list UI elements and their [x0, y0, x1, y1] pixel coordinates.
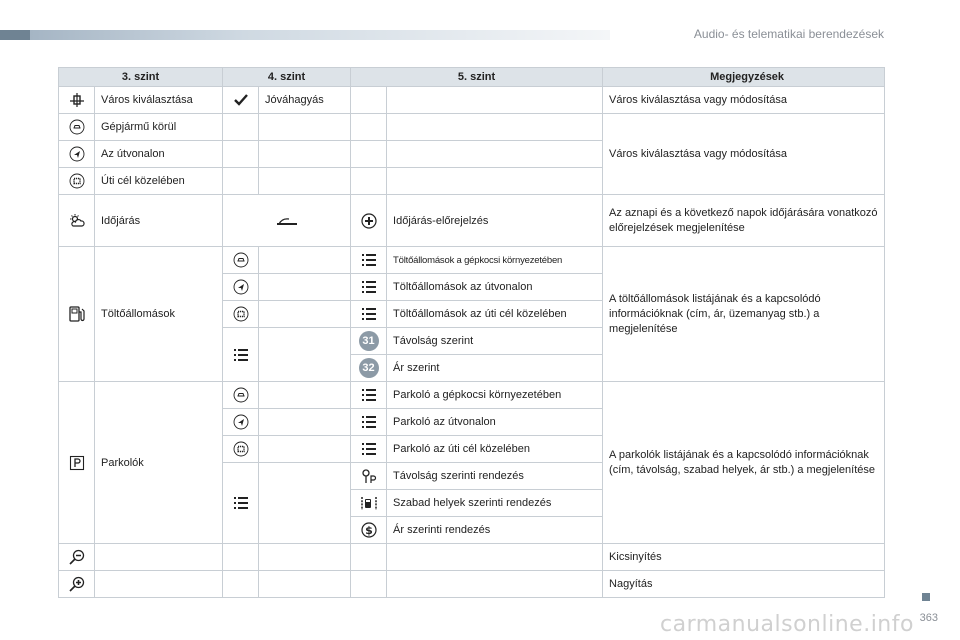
weather-forecast-label: Időjárás-előrejelzés: [387, 195, 603, 247]
parking-on-route-label: Parkoló az útvonalon: [387, 409, 603, 436]
free-spaces-icon[interactable]: [351, 490, 387, 517]
fuel-station-label: Töltőállomások: [95, 247, 223, 382]
near-destination-icon[interactable]: [223, 436, 259, 463]
table-row: [59, 544, 885, 571]
menu-table: [58, 67, 885, 598]
zoom-in-note: Nagyítás: [603, 571, 885, 598]
list-icon[interactable]: [351, 382, 387, 409]
header-decor-block: [0, 30, 30, 40]
note-cell: Város kiválasztása vagy módosítása: [603, 114, 885, 195]
table-row: [59, 382, 885, 409]
number-badge: 32: [359, 358, 379, 378]
col-header-level5: 5. szint: [351, 68, 603, 87]
note-cell: Város kiválasztása vagy módosítása: [603, 87, 885, 114]
svg-text:$: $: [364, 524, 373, 537]
city-select-icon[interactable]: [59, 87, 95, 114]
list-icon[interactable]: [351, 274, 387, 301]
list-icon[interactable]: [351, 247, 387, 274]
on-route-icon[interactable]: [223, 274, 259, 301]
list-icon[interactable]: [351, 301, 387, 328]
table-row: [59, 87, 885, 114]
fuel-near-destination-label: Töltőállomások az úti cél közelében: [387, 301, 603, 328]
on-route-icon[interactable]: [59, 141, 95, 168]
list-icon[interactable]: [351, 436, 387, 463]
sort-by-free-spaces-label: Szabad helyek szerinti rendezés: [387, 490, 603, 517]
sort-by-distance-label: Távolság szerinti rendezés: [387, 463, 603, 490]
sort-by-distance-label: Távolság szerint: [387, 328, 603, 355]
parking-icon[interactable]: [59, 382, 95, 544]
around-vehicle-icon[interactable]: [223, 382, 259, 409]
zoom-out-icon[interactable]: [59, 544, 95, 571]
fuel-around-vehicle-label: Töltőállomások a gépkocsi környezetében: [387, 247, 603, 274]
list-icon[interactable]: [351, 409, 387, 436]
number-badge: 31: [359, 331, 379, 351]
table-row: [59, 114, 885, 141]
parking-around-vehicle-label: Parkoló a gépkocsi környezetében: [387, 382, 603, 409]
weather-icon[interactable]: [59, 195, 95, 247]
price-icon[interactable]: [351, 517, 387, 544]
near-destination-label: Úti cél közelében: [95, 168, 223, 195]
page-number: 363: [919, 612, 938, 624]
table-row: [59, 571, 885, 598]
note-cell: A parkolók listájának és a kapcsolódó információknak (cím, távolság, szabad helyek, ár stb.) a megjelenítése: [603, 382, 885, 544]
sort-by-price-label: Ár szerint: [387, 355, 603, 382]
sort-list-icon[interactable]: [223, 328, 259, 382]
zoom-out-note: Kicsinyítés: [603, 544, 885, 571]
watermark: carmanualsonline.info: [660, 612, 914, 637]
sort-by-price-label: Ár szerinti rendezés: [387, 517, 603, 544]
around-vehicle-label: Gépjármű körül: [95, 114, 223, 141]
badge-31-icon[interactable]: [351, 328, 387, 355]
col-header-level3: 3. szint: [59, 68, 223, 87]
zoom-in-icon[interactable]: [59, 571, 95, 598]
sort-list-icon[interactable]: [223, 463, 259, 544]
around-vehicle-icon[interactable]: [223, 247, 259, 274]
fuel-station-icon[interactable]: [59, 247, 95, 382]
col-header-notes: Megjegyzések: [603, 68, 885, 87]
section-title: Audio- és telematikai berendezések: [693, 27, 884, 41]
on-route-icon[interactable]: [223, 409, 259, 436]
table-row: [59, 247, 885, 274]
add-icon[interactable]: [351, 195, 387, 247]
fuel-on-route-label: Töltőállomások az útvonalon: [387, 274, 603, 301]
parking-label: Parkolók: [95, 382, 223, 544]
col-header-level4: 4. szint: [223, 68, 351, 87]
badge-32-icon[interactable]: [351, 355, 387, 382]
table-header-row: [59, 68, 885, 87]
on-route-label: Az útvonalon: [95, 141, 223, 168]
city-select-label: Város kiválasztása: [95, 87, 223, 114]
note-cell: Az aznapi és a következő napok időjárására vonatkozó előrejelzések megjelenítése: [603, 195, 885, 247]
table-row: [59, 195, 885, 247]
confirm-label: Jóváhagyás: [259, 87, 351, 114]
parking-near-destination-label: Parkoló az úti cél közelében: [387, 436, 603, 463]
weather-label: Időjárás: [95, 195, 223, 247]
page-marker: [922, 593, 930, 601]
checkmark-icon[interactable]: [223, 87, 259, 114]
note-cell: A töltőállomások listájának és a kapcsolódó információknak (cím, ár, üzemanyag stb.) a megjelenítése: [603, 247, 885, 382]
header-decor-bar: [0, 30, 610, 40]
near-destination-icon[interactable]: [223, 301, 259, 328]
near-destination-icon[interactable]: [59, 168, 95, 195]
distance-pin-icon[interactable]: [351, 463, 387, 490]
wind-icon[interactable]: [223, 195, 351, 247]
around-vehicle-icon[interactable]: [59, 114, 95, 141]
